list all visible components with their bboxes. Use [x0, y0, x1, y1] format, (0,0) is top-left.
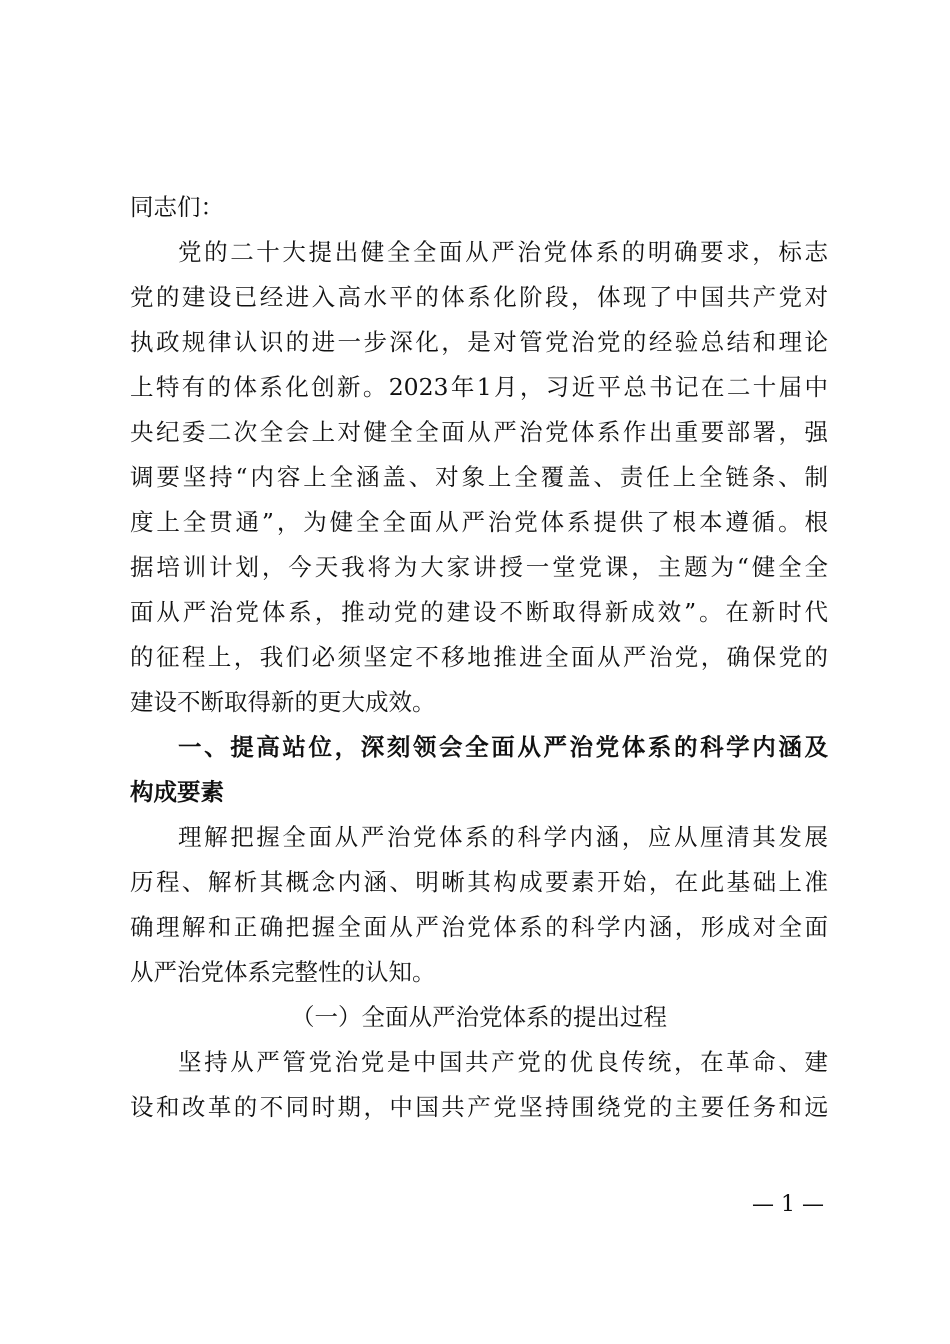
paragraph-line: 据培训计划，今天我将为大家讲授一堂党课，主题为“健全全: [130, 553, 828, 581]
paragraph-line: 上特有的体系化创新。2023年1月，习近平总书记在二十届中: [130, 373, 828, 401]
paragraph-line: 度上全贯通”，为健全全面从严治党体系提供了根本遵循。根: [130, 508, 828, 536]
paragraph-line: 执政规律认识的进一步深化，是对管党治党的经验总结和理论: [130, 328, 828, 356]
paragraph-line: 设和改革的不同时期，中国共产党坚持围绕党的主要任务和远: [130, 1093, 828, 1121]
paragraph-line: 面从严治党体系，推动党的建设不断取得新成效”。在新时代: [130, 598, 828, 626]
paragraph-line: 确理解和正确把握全面从严治党体系的科学内涵，形成对全面: [130, 913, 828, 941]
salutation: 同志们：: [130, 193, 224, 221]
paragraph-line: 从严治党体系完整性的认知。: [130, 958, 436, 986]
page-number: — 1 —: [752, 1192, 824, 1217]
paragraph-line: 调要坚持“内容上全涵盖、对象上全覆盖、责任上全链条、制: [130, 463, 828, 491]
paragraph-line: 党的二十大提出健全全面从严治党体系的明确要求，标志: [178, 238, 828, 266]
paragraph-line: 历程、解析其概念内涵、明晰其构成要素开始，在此基础上准: [130, 868, 828, 896]
paragraph-line: 党的建设已经进入高水平的体系化阶段，体现了中国共产党对: [130, 283, 828, 311]
section-heading: 一、提高站位，深刻领会全面从严治党体系的科学内涵及: [178, 733, 828, 761]
paragraph-line: 坚持从严管党治党是中国共产党的优良传统，在革命、建: [178, 1048, 828, 1076]
section-heading: 构成要素: [130, 778, 224, 806]
paragraph-line: 央纪委二次全会上对健全全面从严治党体系作出重要部署，强: [130, 418, 828, 446]
paragraph-line: 的征程上，我们必须坚定不移地推进全面从严治党，确保党的: [130, 643, 828, 671]
paragraph-line: 建设不断取得新的更大成效。: [130, 688, 436, 716]
subsection-heading: （一）全面从严治党体系的提出过程: [291, 1003, 667, 1031]
paragraph-line: 理解把握全面从严治党体系的科学内涵，应从厘清其发展: [178, 823, 828, 851]
